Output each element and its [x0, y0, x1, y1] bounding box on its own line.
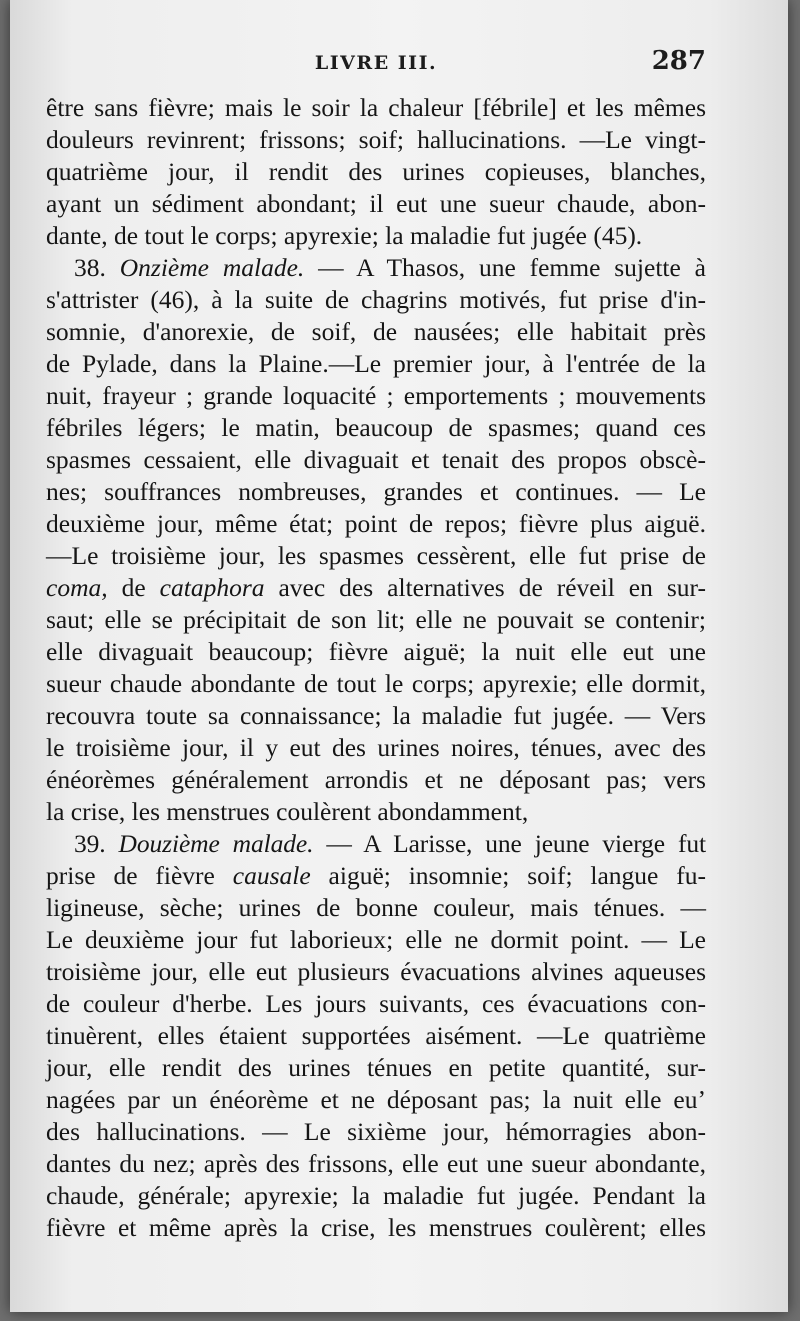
text-run: avec des alternatives de réveil en sur-: [264, 573, 706, 602]
case-number: 39.: [74, 829, 106, 858]
text-line: fièvre et même après la crise, les menstrues coulèrent; elles: [46, 1213, 706, 1242]
text-line: douleurs revinrent; frissons; soif; hallucinations. —Le vingt-: [46, 125, 706, 154]
text-line: de couleur d'herbe. Les jours suivants, ces évacuations con-: [46, 989, 706, 1018]
text-run: — A Thasos, une femme sujette à: [304, 253, 706, 282]
text-line: être sans fièvre; mais le soir la chaleur [fébrile] et les mêmes: [46, 93, 706, 122]
italic-term: causale: [232, 861, 311, 890]
text-line: elle divaguait beaucoup; fièvre aiguë; la nuit elle eut une: [46, 637, 706, 666]
italic-term: cataphora: [159, 573, 265, 602]
paragraph-case-39: [46, 828, 706, 1244]
page-header: [46, 46, 706, 80]
text-line: sueur chaude abondante de tout le corps; apyrexie; elle dormit,: [46, 669, 706, 698]
text-line: ligineuse, sèche; urines de bonne couleur, mais ténues. —: [46, 893, 706, 922]
body-text: [46, 92, 706, 1244]
text-line: —Le troisième jour, les spasmes cessèrent, elle fut prise de: [46, 541, 706, 570]
text-line: s'attrister (46), à la suite de chagrins motivés, fut prise d'in-: [46, 285, 706, 314]
running-head: LIVRE III.: [314, 52, 438, 74]
paragraph-case-continuation: [46, 92, 706, 252]
text-line: [46, 828, 706, 860]
text-line: chaude, générale; apyrexie; la maladie fut jugée. Pendant la: [46, 1181, 706, 1210]
text-line: nuit, frayeur ; grande loquacité ; emportements ; mouvements: [46, 381, 706, 410]
text-line: de Pylade, dans la Plaine.—Le premier jour, à l'entrée de la: [46, 349, 706, 378]
text-line: Le deuxième jour fut laborieux; elle ne dormit point. — Le: [46, 925, 706, 954]
text-line: saut; elle se précipitait de son lit; elle ne pouvait se contenir;: [46, 605, 706, 634]
text-line: quatrième jour, il rendit des urines copieuses, blanches,: [46, 157, 706, 186]
text-line: spasmes cessaient, elle divaguait et tenait des propos obscè-: [46, 445, 706, 474]
text-line: [46, 860, 706, 892]
text-line: somnie, d'anorexie, de soif, de nausées; elle habitait près: [46, 317, 706, 346]
text-line: dantes du nez; après des frissons, elle eut une sueur abondante,: [46, 1149, 706, 1178]
text-run: prise de fièvre: [46, 861, 233, 890]
italic-term: coma,: [46, 573, 108, 602]
text-line: recouvra toute sa connaissance; la maladie fut jugée. — Vers: [46, 701, 706, 730]
text-line: des hallucinations. — Le sixième jour, hémorragies abon-: [46, 1117, 706, 1146]
text-line: énéorèmes généralement arrondis et ne déposant pas; vers: [46, 765, 706, 794]
text-line: [46, 252, 706, 284]
text-line: ayant un sédiment abondant; il eut une sueur chaude, abon-: [46, 189, 706, 218]
case-number: 38.: [74, 253, 106, 282]
text-line: fébriles légers; le matin, beaucoup de spasmes; quand ces: [46, 413, 706, 442]
text-line: nes; souffrances nombreuses, grandes et continues. — Le: [46, 477, 706, 506]
case-heading: Douzième malade.: [118, 829, 314, 858]
text-line: troisième jour, elle eut plusieurs évacuations alvines aqueuses: [46, 957, 706, 986]
text-line: [46, 572, 706, 604]
text-line: jour, elle rendit des urines ténues en petite quantité, sur-: [46, 1053, 706, 1082]
text-line: le troisième jour, il y eut des urines noires, ténues, avec des: [46, 733, 706, 762]
text-run: aiguë; insomnie; soif; langue fu-: [310, 861, 706, 890]
case-heading: Onzième malade.: [119, 253, 305, 282]
text-run: de: [107, 573, 160, 602]
text-line: dante, de tout le corps; apyrexie; la maladie fut jugée (45).: [46, 221, 643, 250]
text-line: nagées par un énéorème et ne déposant pas; la nuit elle euʼ: [46, 1085, 706, 1114]
text-line: tinuèrent, elles étaient supportées aisément. —Le quatrième: [46, 1021, 706, 1050]
paragraph-case-38: [46, 252, 706, 828]
text-line: deuxième jour, même état; point de repos; fièvre plus aiguë.: [46, 509, 706, 538]
text-line: la crise, les menstrues coulèrent abondamment,: [46, 797, 529, 826]
book-page: [10, 0, 788, 1312]
page-number: 287: [651, 46, 706, 76]
text-run: — A Larisse, une jeune vierge fut: [313, 829, 706, 858]
